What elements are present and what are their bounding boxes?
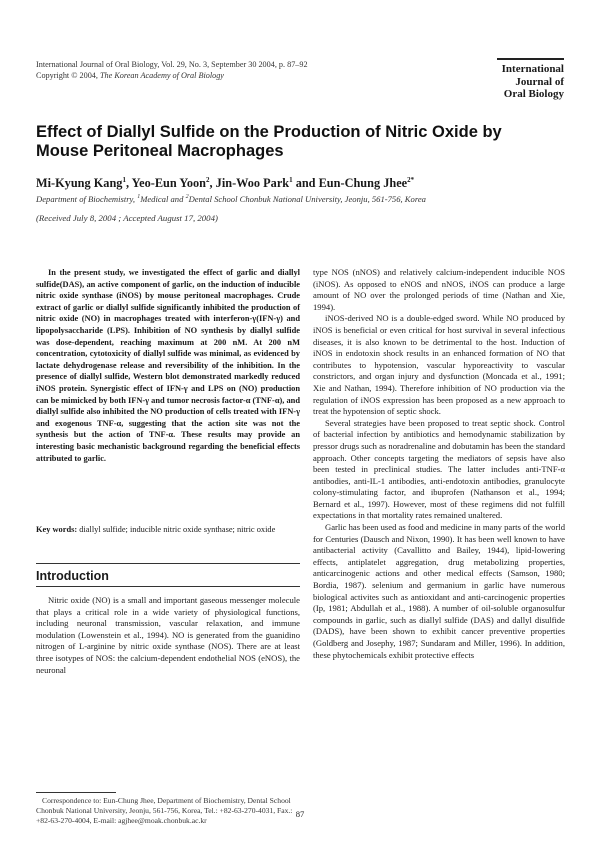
article-title: Effect of Diallyl Sulfide on the Production of Nitric Oxide by Mouse Peritoneal Macrophages bbox=[36, 123, 502, 160]
body-paragraph: Several strategies have been proposed to treat septic shock. Control of bacterial infection by antibiotics and hemodynamic stabilization by pressor drugs such as noradrenaline and dobutamin has been the standard approach. Other concepts targeting the mediators of sepsis have also been tested in preclinical studies. The latter includes anti-TNF-α antibodies, anti-IL-1 antibodies, anti-endotoxin antibodies, granulocyte colony-stimulating factor, and ibuprofen (Nathanson et al., 1994; Bernard et al., 1997). However, most of these regimens did not fulfill expectations in that mortality rates remained unaltered. bbox=[313, 417, 566, 521]
author-name: Mi-Kyung Kang bbox=[36, 176, 123, 191]
page-number: 87 bbox=[295, 809, 305, 819]
section-rule-top bbox=[36, 563, 300, 564]
keywords-label: Key words: bbox=[36, 525, 78, 534]
affiliation: Department of Biochemistry, $^1$Medical and $^2$Dental School Chonbuk National University, Jeonju, 561-756, Korea bbox=[36, 194, 426, 204]
keywords bbox=[36, 524, 300, 536]
journal-citation bbox=[36, 59, 308, 81]
abstract: In the present study, we investigated the effect of garlic and diallyl sulfide(DAS), an active component of garlic, on the induction of inducible nitric oxide synthase (iNOS) by mouse peritoneal macrophages. Crude extract of garlic or diallyl sulfide significantly inhibited the production of nitric oxide (NO) in macrophages treated with interferon-γ(IFN-γ) and lipopolysaccharide (LPS). Inhibition of NO synthesis by diallyl sulfide was dose-dependent, reaching maximum at 200 nM. At 200 nM concentration, cytotoxicity of diallyl sulfide was minimal, as evidenced by lactate dehydrogenase release and reversibility of the inhibition. In the presence of diallyl sulfide, Western blot demonstrated markedly reduced iNOS protein. Synergistic effect of IFN-γ and LPS on (NO) production can be mimicked by both IFN-γ and tumor necrosis factor-α (TNF-α), and diallyl sulfide also inhibited the NO production of cells treated with IFN-γ and exogenous TNF-α, suggesting that the action site was not the synthesis but the action of TNF-α. These results may provide an interesting basic mechanistic background regarding the beneficial effects attributed to garlic. bbox=[36, 268, 300, 463]
author-affiliation-mark: 1 bbox=[289, 176, 293, 184]
journal-name-line-3: Oral Biology bbox=[503, 88, 564, 100]
affiliation-prefix: Department of Biochemistry, bbox=[36, 194, 138, 204]
introduction-paragraph: Nitric oxide (NO) is a small and important gaseous messenger molecule that plays a critical role in a wide variety of physiological functions, including neuronal transmission, vascular relaxation, and immune modulation (Lowenstein et al., 1994). NO is generated from the guanidino nitrogen of L-arginine by nitric oxide synthase (NOS). There are at least three isotypes of NOS: the calcium-dependent endothelial NOS (eNOS), the neuronal bbox=[36, 595, 300, 675]
journal-name-box bbox=[497, 58, 564, 101]
author-affiliation-mark: 1 bbox=[122, 176, 126, 184]
author-affiliation-mark: 2 bbox=[206, 176, 210, 184]
affiliation-medical: Medical and bbox=[140, 194, 186, 204]
keywords-text: diallyl sulfide; inducible nitric oxide synthase; nitric oxide bbox=[77, 525, 276, 534]
body-paragraph: type NOS (nNOS) and relatively calcium-independent inducible NOS (iNOS). As opposed to eNOS and nNOS, iNOS can produce a large amount of NO over the prolonged periods of time (Nathan and Xie, 1994). bbox=[313, 267, 565, 312]
author-name: Yeo-Eun Yoon bbox=[131, 176, 207, 191]
section-rule-bottom bbox=[36, 586, 300, 587]
right-column-body bbox=[313, 267, 565, 661]
copyright-prefix: Copyright © 2004, bbox=[36, 71, 100, 80]
affiliation-dental: Dental School Chonbuk National University, Jeonju, 561-756, Korea bbox=[188, 194, 426, 204]
author-list: Mi-Kyung Kang$^1$, Yeo-Eun Yoon$^2$, Jin-Woo Park$^1$ and Eun-Chung Jhee$^{2*}$ bbox=[36, 176, 415, 191]
body-paragraph: iNOS-derived NO is a double-edged sword. While NO produced by iNOS is beneficial or even critical for host survival in several infectious diseases, it is also known to be detrimental to the host. Induction of iNOS in endotoxin shock results in an enhanced formation of NO that contributes to hypotension, vascular hyporeactivity to vascular constrictors, and organ injury and dysfunction (Moncada et al., 1991; Xie and Nathan, 1994). Therefore inhibition of NO production via the regulation of iNOS expression has been proposed as a new approach to treat the hypotension of septic shock. bbox=[313, 313, 565, 417]
author-affiliation-mark: 2* bbox=[407, 176, 415, 184]
body-paragraph: Garlic has been used as food and medicine in many parts of the world for Centuries (Dausch and Nixon, 1990). It has been well known to have antibacterial activity (Cavallitto and Bailey, 1944), lipid-lowering effects, antiplatelet aggregation, drug metabolizing properties, anticarcinogenic actions and other medical effects (Samson, 1980; Bordia, 1987). selenium and germanium in garlic have numerous biological activites such as antioxidant and anti-carcinogenic properties (Ip, 1981; Abdullah et al., 1988). A number of oil-soluble organosulfur compounds in garlic, such as diallyl sulfide (DAS) and dallyl disulfide (DADS), have been shown to exhibit cancer preventive properties (Goldberg and Josephy, 1987; Sundaram and Miller, 1996). In addition, these phytochemicals exhibit protective effects bbox=[313, 522, 565, 660]
copyright-line bbox=[36, 70, 308, 81]
citation-line: International Journal of Oral Biology, Vol. 29, No. 3, September 30 2004, p. 87–92 bbox=[36, 60, 308, 69]
author-name: Eun-Chung Jhee bbox=[318, 176, 408, 191]
journal-name-line-1: International bbox=[501, 63, 564, 75]
received-accepted-dates: (Received July 8, 2004 ; Accepted August 17, 2004) bbox=[36, 213, 218, 223]
journal-name-line-2: Journal of bbox=[515, 75, 564, 88]
footnote-rule bbox=[36, 792, 116, 793]
author-name: Jin-Woo Park bbox=[215, 176, 290, 191]
correspondence-footnote: Correspondence to: Eun-Chung Jhee, Department of Biochemistry, Dental School Chonbuk National University, Jeonju, 561-756, Korea, Tel.: +82-63-270-4031, Fax.: +82-63-270-4004, E-mail: agjhee@moak.chonbuk.ac.kr bbox=[36, 796, 293, 826]
introduction-heading: Introduction bbox=[36, 569, 109, 583]
copyright-org: The Korean Academy of Oral Biology bbox=[100, 71, 224, 80]
